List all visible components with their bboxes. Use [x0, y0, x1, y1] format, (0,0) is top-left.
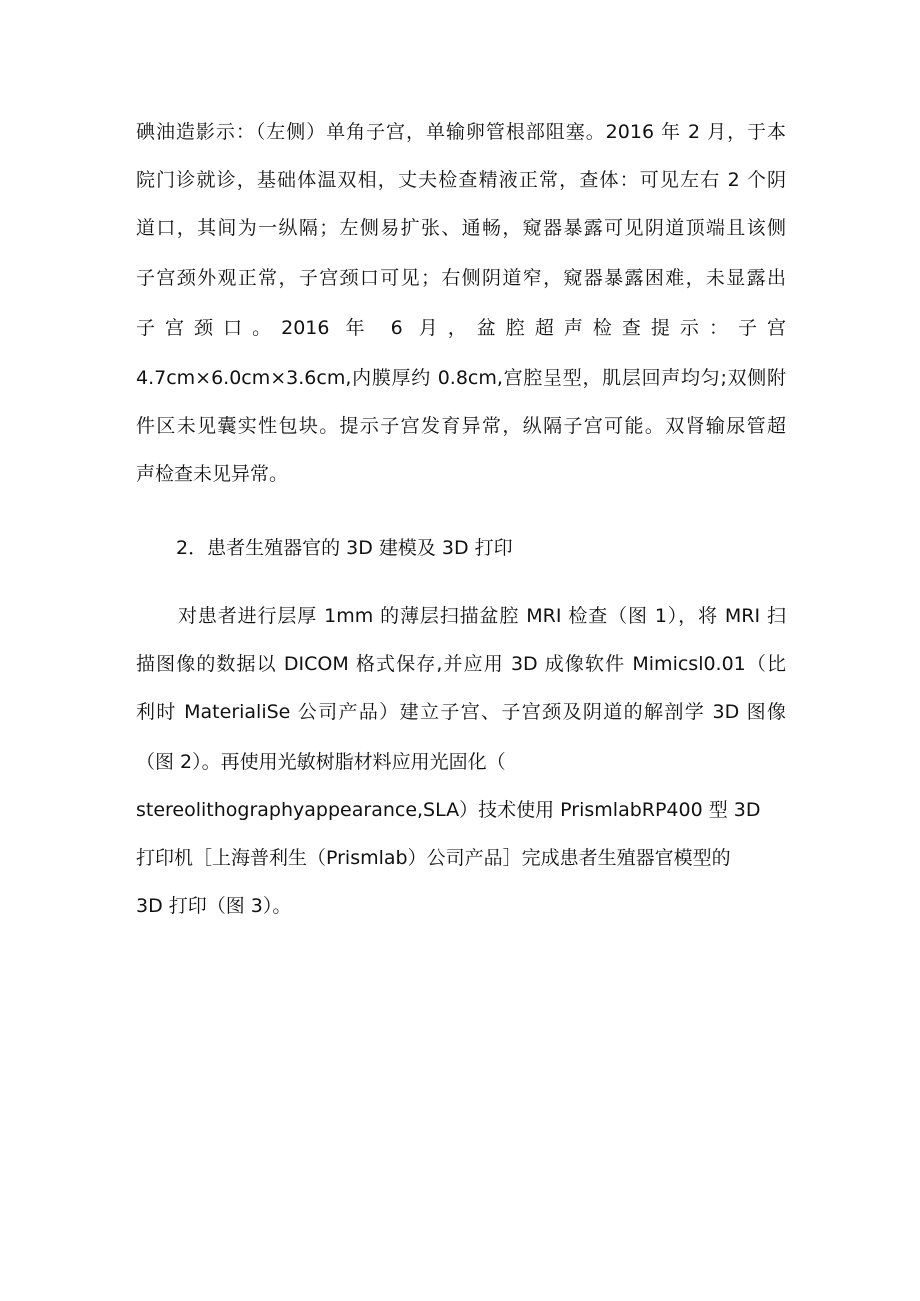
paragraph-1-line-2: 院门诊就诊，基础体温双相，丈夫检查精液正常，查体：可见左右 2 个阴: [136, 169, 786, 191]
paragraph-2-line-3: 利时 MaterialiSe 公司产品）建立子宫、子宫颈及阴道的解剖学 3D 图像: [136, 701, 786, 723]
paragraph-2-line-7: 3D 打印（图 3）。: [136, 895, 292, 917]
paragraph-1-line-7: 件区未见囊实性包块。提示子宫发育异常，纵隔子宫可能。双肾输尿管超: [136, 415, 786, 437]
paragraph-2-line-5: stereolithographyappearance,SLA）技术使用 PrismlabRP400 型 3D: [136, 799, 761, 821]
paragraph-2-line-2: 描图像的数据以 DICOM 格式保存,并应用 3D 成像软件 Mimicsl0.01（比: [136, 653, 786, 675]
paragraph-1-line-3: 道口，其间为一纵隔；左侧易扩张、通畅，窥器暴露可见阴道顶端且该侧: [136, 217, 786, 239]
paragraph-2-line-4: （图 2）。再使用光敏树脂材料应用光固化（: [136, 751, 506, 773]
paragraph-1-line-8: 声检查未见异常。: [136, 463, 289, 485]
paragraph-1-line-6: 4.7cm×6.0cm×3.6cm,内膜厚约 0.8cm,宫腔呈型，肌层回声均匀;双侧附: [136, 367, 786, 389]
paragraph-1-line-4: 子宫颈外观正常，子宫颈口可见；右侧阴道窄，窥器暴露困难，未显露出: [136, 267, 786, 289]
paragraph-2-line-6: 打印机［上海普利生（Prismlab）公司产品］完成患者生殖器官模型的: [136, 847, 731, 869]
section-2-heading: 2．患者生殖器官的 3D 建模及 3D 打印: [176, 537, 513, 559]
paragraph-1-line-1: 碘油造影示：（左侧）单角子宫，单输卵管根部阻塞。2016 年 2 月，于本: [136, 121, 786, 143]
paragraph-1-line-5: 子宫颈口。2016 年 6 月，盆腔超声检查提示：子宫: [136, 317, 786, 339]
paragraph-2-line-1: 对患者进行层厚 1mm 的薄层扫描盆腔 MRI 检查（图 1），将 MRI 扫: [178, 605, 786, 627]
